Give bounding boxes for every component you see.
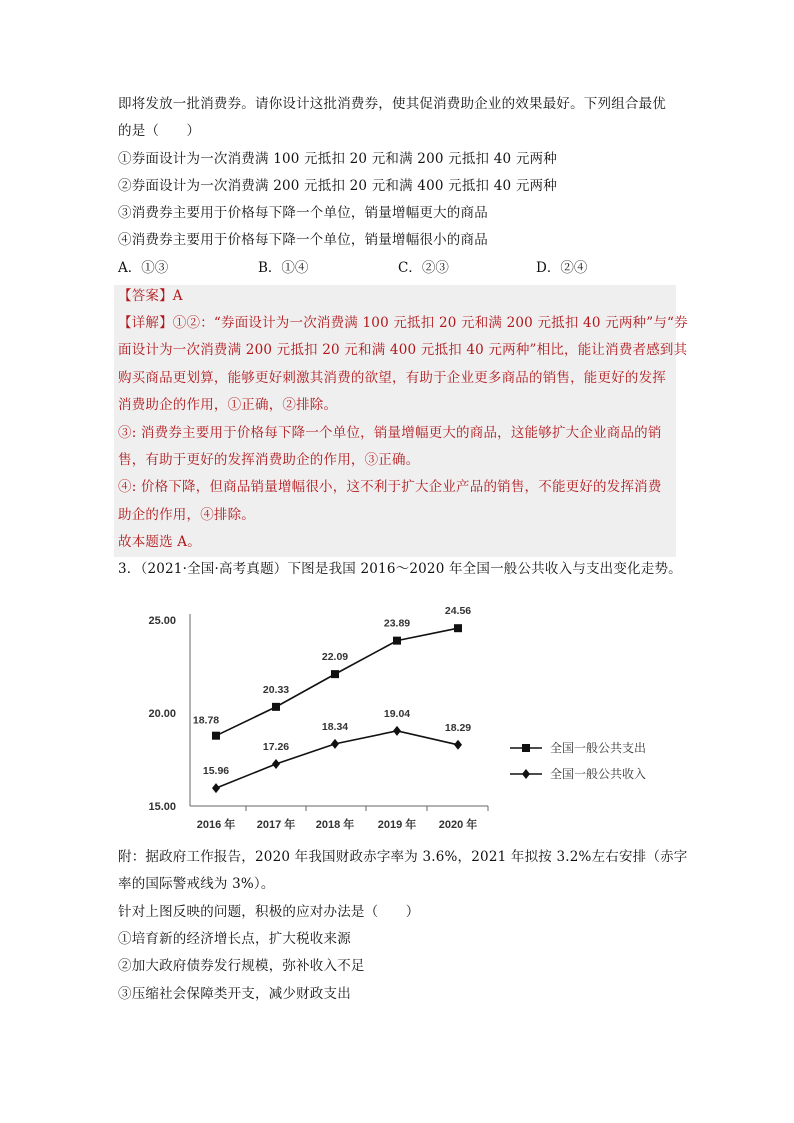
data-label: 20.33: [262, 683, 290, 696]
option-c: C．②③: [398, 260, 449, 276]
data-label: 15.96: [202, 765, 230, 778]
data-label: 23.89: [383, 617, 411, 630]
data-label: 22.09: [321, 651, 349, 664]
choice-item-1: ①券面设计为一次消费满 100 元抵扣 20 元和满 200 元抵扣 40 元两种: [118, 151, 557, 167]
series-line-2: [216, 731, 458, 788]
note-line-2: 率的国际警戒线为 3%）。: [118, 876, 275, 892]
q3-item-2: ②加大政府债券发行规模，弥补收入不足: [118, 958, 365, 974]
series-line-1: [216, 628, 458, 736]
y-tick-label: 25.00: [148, 615, 176, 627]
question-3-title: 3．（2021·全国·高考真题）下图是我国 2016～2020 年全国一般公共收入与支出变化走势。: [118, 561, 682, 577]
data-label: 18.29: [444, 721, 472, 734]
x-tick-label: 2020 年: [438, 819, 478, 831]
data-label: 18.78: [192, 714, 220, 727]
y-tick-label: 20.00: [148, 708, 176, 720]
answer-line: 【答案】A: [118, 288, 183, 304]
analysis-line-4: 消费助企的作用，①正确，②排除。: [118, 397, 338, 413]
data-label: 19.04: [383, 707, 411, 720]
data-label: 24.56: [444, 605, 472, 618]
x-tick-label: 2019 年: [377, 819, 417, 831]
note-line-1: 附：据政府工作报告，2020 年我国财政赤字率为 3.6%，2021 年拟按 3.2%左右安排（赤字: [118, 849, 688, 865]
x-tick-label: 2017 年: [256, 819, 296, 831]
diamond-marker: [212, 783, 220, 793]
analysis-line-8: 助企的作用，④排除。: [118, 507, 255, 523]
option-a: A．①③: [118, 260, 169, 276]
square-marker: [454, 624, 462, 632]
x-tick-label: 2018 年: [315, 819, 355, 831]
choice-item-2: ②券面设计为一次消费满 200 元抵扣 20 元和满 400 元抵扣 40 元两种: [118, 178, 557, 194]
legend-label: 全国一般公共支出: [550, 741, 647, 755]
analysis-line-5: ③: 消费券主要用于价格每下降一个单位，销量增幅更大的商品，这能够扩大企业商品的销: [118, 425, 662, 441]
choice-item-3: ③消费券主要用于价格每下降一个单位，销量增幅更大的商品: [118, 205, 488, 221]
finance-line-chart: [118, 598, 678, 838]
analysis-line-2: 面设计为一次消费满 200 元抵扣 20 元和满 400 元抵扣 40 元两种”相比，能让消费者感到其: [118, 342, 688, 358]
data-label: 18.34: [321, 720, 349, 733]
data-label: 17.26: [262, 740, 290, 753]
legend-diamond-marker: [522, 769, 530, 779]
legend-label: 全国一般公共收入: [550, 767, 647, 781]
choice-item-4: ④消费券主要用于价格每下降一个单位，销量增幅很小的商品: [118, 232, 488, 248]
q3-item-3: ③压缩社会保障类开支，减少财政支出: [118, 986, 351, 1002]
q3-item-1: ①培育新的经济增长点，扩大税收来源: [118, 931, 351, 947]
conclusion-line: 故本题选 A。: [118, 534, 201, 550]
analysis-line-3: 购买商品更划算，能够更好刺激其消费的欲望，有助于企业更多商品的销售，能更好的发挥: [118, 370, 666, 386]
question-stem-line-1: 即将发放一批消费券。请你设计这批消费券，使其促消费助企业的效果最好。下列组合最优: [118, 96, 666, 112]
diamond-marker: [454, 740, 462, 750]
analysis-line-7: ④: 价格下降，但商品销量增幅很小，这不利于扩大企业产品的销售，不能更好的发挥消费: [118, 479, 662, 495]
question-stem-line-2: 的是（ ）: [118, 123, 201, 139]
x-tick-label: 2016 年: [196, 819, 236, 831]
square-marker: [212, 732, 220, 740]
square-marker: [393, 637, 401, 645]
option-b: B．①④: [258, 260, 309, 276]
question-3-ask: 针对上图反映的问题，积极的应对办法是（ ）: [118, 904, 420, 920]
analysis-line-6: 售，有助于更好的发挥消费助企的作用，③正确。: [118, 452, 420, 468]
diamond-marker: [331, 739, 339, 749]
diamond-marker: [272, 759, 280, 769]
y-tick-label: 15.00: [148, 801, 176, 813]
chart-svg: [118, 598, 678, 838]
legend-square-marker: [522, 744, 530, 752]
analysis-line-1: 【详解】①②：“券面设计为一次消费满 100 元抵扣 20 元和满 200 元抵扣 40 元两种”与“券: [118, 315, 688, 331]
square-marker: [272, 703, 280, 711]
square-marker: [331, 670, 339, 678]
diamond-marker: [393, 726, 401, 736]
option-d: D．②④: [536, 260, 588, 276]
